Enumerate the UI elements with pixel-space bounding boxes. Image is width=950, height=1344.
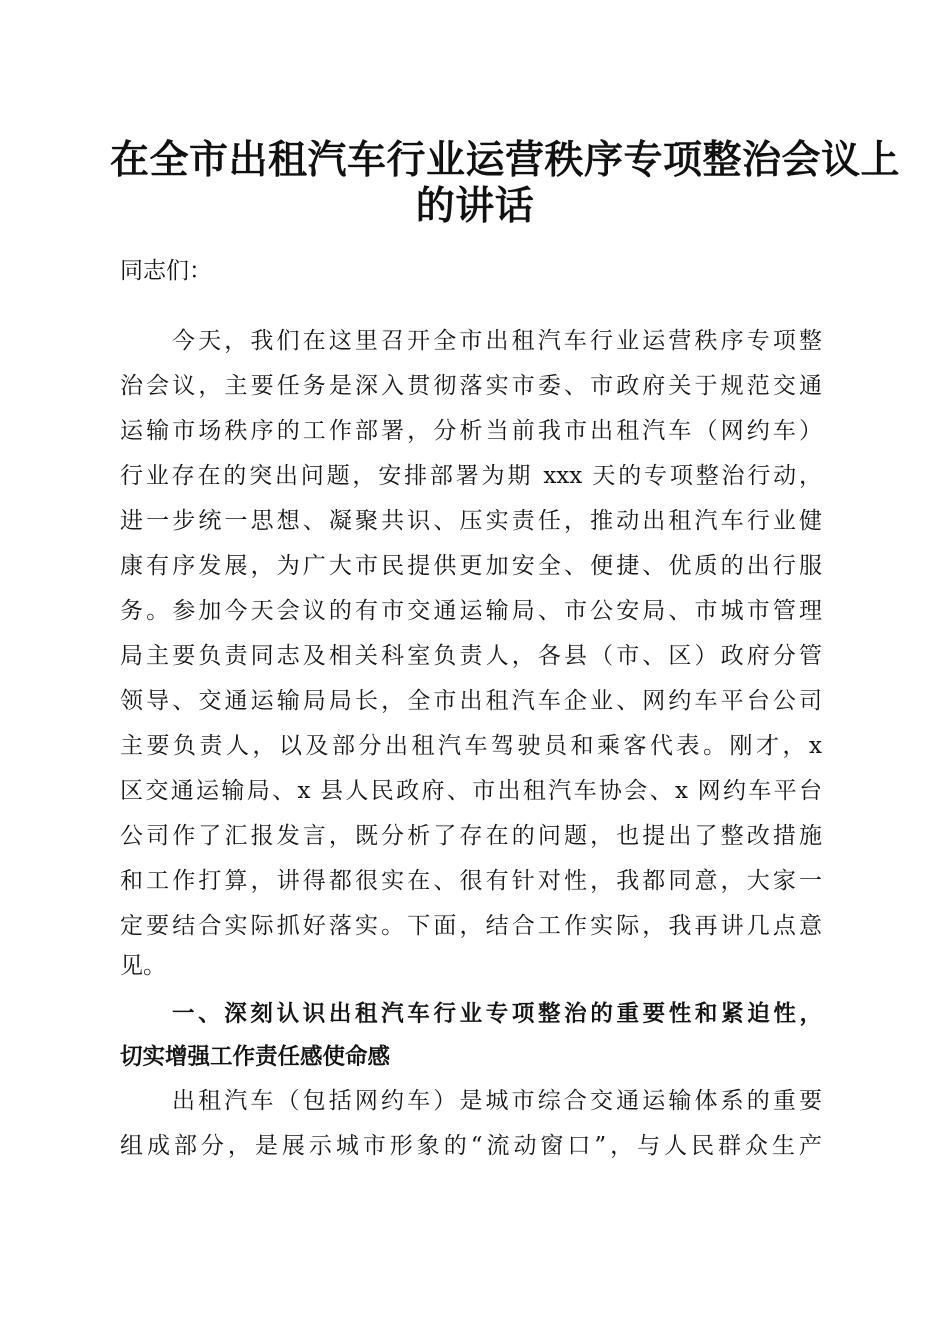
body-line: 组成部分，是展示城市形象的“流动窗口”，与人民群众生产: [120, 1133, 822, 1159]
body-line: 定要结合实际抓好落实。下面，结合工作实际，我再讲几点意: [120, 913, 822, 939]
salutation: 同志们：: [120, 258, 212, 284]
body-line: 进一步统一思想、凝聚共识、压实责任，推动出租汽车行业健: [120, 508, 822, 534]
body-line: 区交通运输局、x 县人民政府、市出租汽车协会、x 网约车平台: [120, 778, 822, 804]
body-line: 见。: [120, 953, 166, 979]
section-heading-line-2: 切实增强工作责任感使命感: [120, 1044, 391, 1070]
body-line: 领导、交通运输局局长，全市出租汽车企业、网约车平台公司: [120, 688, 822, 714]
section-heading-line-1: 一、深刻认识出租汽车行业专项整治的重要性和紧迫性，: [172, 1001, 822, 1027]
body-line: 治会议，主要任务是深入贯彻落实市委、市政府关于规范交通: [120, 373, 822, 399]
body-line: 务。参加今天会议的有市交通运输局、市公安局、市城市管理: [120, 598, 822, 624]
document-title-line-2: 的讲话: [415, 183, 535, 229]
body-line: 出租汽车（包括网约车）是城市综合交通运输体系的重要: [172, 1088, 822, 1114]
body-line: 运输市场秩序的工作部署，分析当前我市出租汽车（网约车）: [120, 418, 822, 444]
document-title-line-1: 在全市出租汽车行业运营秩序专项整治会议上: [110, 137, 901, 183]
body-line: 主要负责人，以及部分出租汽车驾驶员和乘客代表。刚才，x: [120, 733, 822, 759]
body-line: 和工作打算，讲得都很实在、很有针对性，我都同意，大家一: [120, 868, 822, 894]
body-line: 今天，我们在这里召开全市出租汽车行业运营秩序专项整: [172, 328, 822, 354]
body-line: 局主要负责同志及相关科室负责人，各县（市、区）政府分管: [120, 643, 822, 669]
body-line: 公司作了汇报发言，既分析了存在的问题，也提出了整改措施: [120, 823, 822, 849]
body-line: 康有序发展，为广大市民提供更加安全、便捷、优质的出行服: [120, 553, 822, 579]
body-line: 行业存在的突出问题，安排部署为期 xxx 天的专项整治行动，: [120, 463, 822, 489]
